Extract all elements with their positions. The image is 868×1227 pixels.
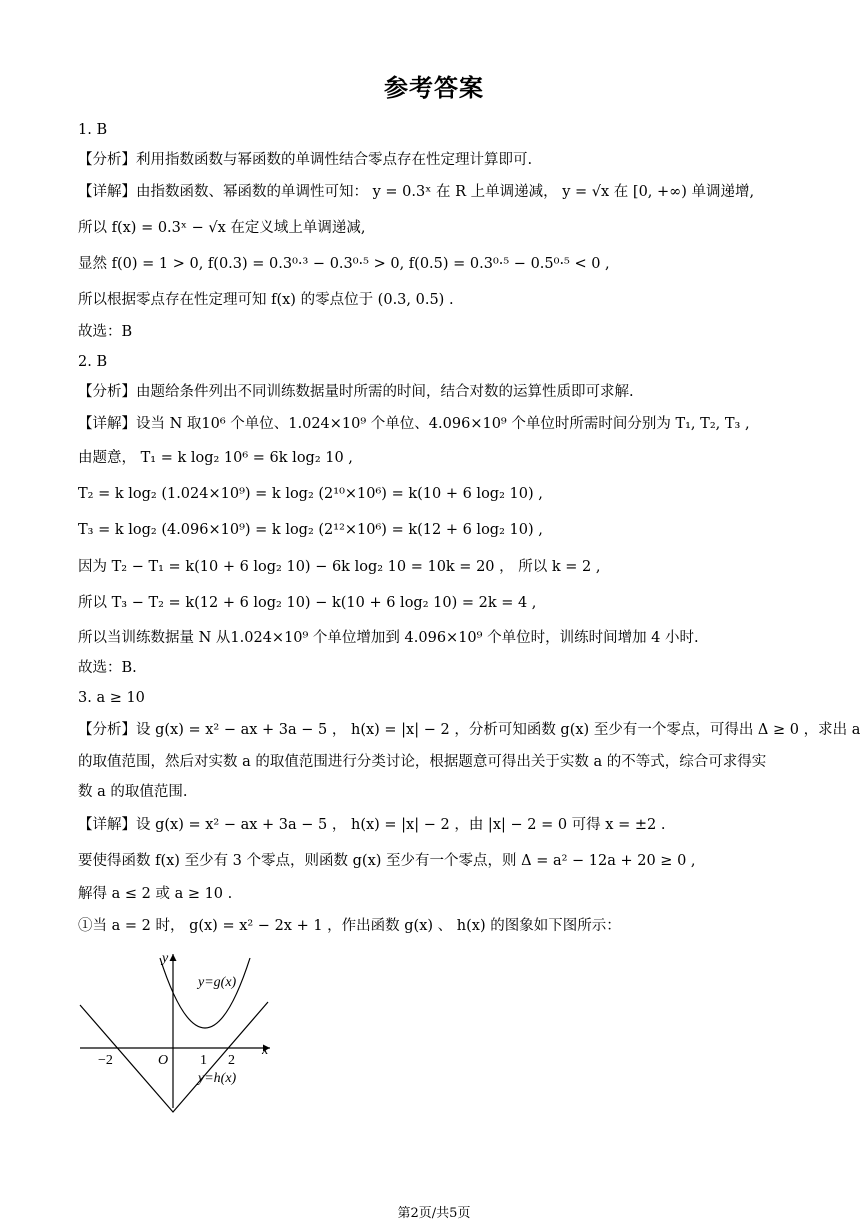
tick-label-2: 2 xyxy=(228,1053,235,1068)
text-line: T₂ = k log₂ (1.024×10⁹) = k log₂ (2¹⁰×10⁶) = k(10 + 6 log₂ 10) , xyxy=(78,486,543,502)
text-line: 【详解】由指数函数、幂函数的单调性可知： y = 0.3ˣ 在 R 上单调递减， y = √x 在 [0, +∞) 单调递增, xyxy=(78,184,755,200)
x-axis-label: x xyxy=(262,1043,269,1058)
tick-label-1: 1 xyxy=(200,1053,207,1068)
text-line: 故选：B xyxy=(78,324,133,340)
text-line: 1. B xyxy=(78,122,108,138)
function-graph xyxy=(70,948,290,1118)
y-axis-label: y xyxy=(162,951,169,966)
text-line: 要使得函数 f(x) 至少有 3 个零点，则函数 g(x) 至少有一个零点，则 Δ = a² − 12a + 20 ≥ 0 , xyxy=(78,853,696,869)
text-line: 显然 f(0) = 1 > 0, f(0.3) = 0.3⁰·³ − 0.3⁰·⁵ > 0, f(0.5) = 0.3⁰·⁵ − 0.5⁰·⁵ < 0 , xyxy=(78,256,610,272)
text-line: 【分析】由题给条件列出不同训练数据量时所需的时间，结合对数的运算性质即可求解. xyxy=(78,384,634,400)
text-line: 【分析】设 g(x) = x² − ax + 3a − 5 ， h(x) = |x| − 2 ，分析可知函数 g(x) 至少有一个零点，可得出 Δ ≥ 0 ，求出 a xyxy=(78,722,861,738)
text-line: 由题意， T₁ = k log₂ 10⁶ = 6k log₂ 10 , xyxy=(78,450,353,466)
tick-label-neg2: −2 xyxy=(98,1053,113,1068)
text-line: 所以当训练数据量 N 从1.024×10⁹ 个单位增加到 4.096×10⁹ 个单位时，训练时间增加 4 小时. xyxy=(78,630,699,646)
text-line: 数 a 的取值范围. xyxy=(78,784,188,800)
text-line: 【详解】设当 N 取10⁶ 个单位、1.024×10⁹ 个单位、4.096×10⁹ 个单位时所需时间分别为 T₁, T₂, T₃ , xyxy=(78,416,750,432)
text-line: 因为 T₂ − T₁ = k(10 + 6 log₂ 10) − 6k log₂ 10 = 10k = 20 ， 所以 k = 2 , xyxy=(78,559,601,575)
origin-label: O xyxy=(158,1053,169,1068)
text-line: 所以根据零点存在性定理可知 f(x) 的零点位于 (0.3, 0.5) . xyxy=(78,292,454,308)
text-line: ①当 a = 2 时， g(x) = x² − 2x + 1 ，作出函数 g(x) 、 h(x) 的图象如下图所示： xyxy=(78,918,621,934)
graph-label-h: y=h(x) xyxy=(198,1071,237,1086)
page-title: 参考答案 xyxy=(384,73,484,102)
text-line: 【详解】设 g(x) = x² − ax + 3a − 5 ， h(x) = |x| − 2 ，由 |x| − 2 = 0 可得 x = ±2 . xyxy=(78,817,666,833)
text-line: 所以 T₃ − T₂ = k(12 + 6 log₂ 10) − k(10 + 6 log₂ 10) = 2k = 4 , xyxy=(78,595,537,611)
text-line: 所以 f(x) = 0.3ˣ − √x 在定义域上单调递减, xyxy=(78,220,366,236)
text-line: 解得 a ≤ 2 或 a ≥ 10 . xyxy=(78,886,233,902)
graph-label-g: y=g(x) xyxy=(198,975,237,990)
text-line: 的取值范围，然后对实数 a 的取值范围进行分类讨论，根据题意可得出关于实数 a 的不等式，综合可求得实 xyxy=(78,754,767,770)
text-line: 故选：B. xyxy=(78,660,137,676)
page-footer: 第2页/共5页 xyxy=(397,1206,471,1221)
text-line: T₃ = k log₂ (4.096×10⁹) = k log₂ (2¹²×10⁶) = k(12 + 6 log₂ 10) , xyxy=(78,522,543,538)
text-line: 【分析】利用指数函数与幂函数的单调性结合零点存在性定理计算即可. xyxy=(78,152,533,168)
text-line: 2. B xyxy=(78,354,108,370)
text-line: 3. a ≥ 10 xyxy=(78,690,145,706)
